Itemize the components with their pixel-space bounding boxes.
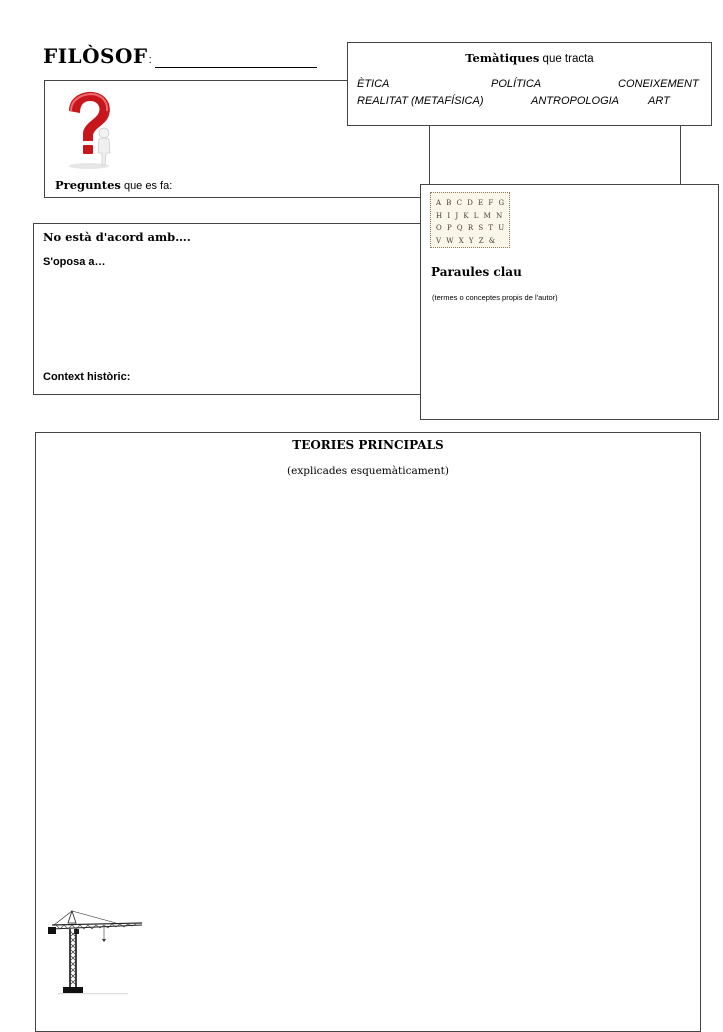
topic-etica: ÈTICA (357, 78, 390, 90)
topic-politica: POLÍTICA (491, 78, 542, 90)
topic-antropologia: ANTROPOLOGIA (531, 95, 620, 107)
keywords-box (420, 184, 719, 420)
topic-art: ART (648, 95, 670, 107)
alphabet-row: V W X Y Z & (436, 236, 497, 245)
theories-box (35, 432, 701, 1032)
topics-heading (348, 51, 711, 65)
philosopher-name-blank[interactable] (155, 49, 317, 68)
topic-coneixement: CONEIXEMENT (618, 78, 699, 90)
opposes-label: S'oposa a… (43, 256, 106, 268)
questions-label-bold: Preguntes (55, 178, 121, 192)
construction-crane-icon (46, 909, 146, 997)
theories-title: TEORIES PRINCIPALS (292, 438, 444, 452)
questions-label (55, 178, 172, 192)
historical-context-label: Context històric: (43, 371, 131, 383)
worksheet-title (43, 44, 317, 68)
disagrees-with-label: No està d'acord amb…. (43, 230, 191, 244)
alphabet-row: H I J K L M N (436, 211, 504, 220)
topics-heading-bold: Temàtiques (465, 51, 540, 65)
alphabet-chart-icon (430, 192, 510, 248)
question-mark-figure-icon (59, 89, 117, 169)
keywords-note: (termes o conceptes propis de l'autor) (432, 293, 558, 302)
title-text: FILÒSOF (43, 44, 148, 68)
topics-heading-rest: que tracta (539, 53, 594, 65)
keywords-title: Paraules clau (431, 265, 522, 279)
alphabet-row: A B C D E F G (436, 199, 506, 207)
agreement-box (33, 223, 430, 395)
questions-label-rest: que es fa: (120, 180, 173, 192)
topics-box (347, 42, 712, 126)
title-colon: : (148, 54, 152, 66)
connector-line (680, 126, 681, 184)
alphabet-row: O P Q R S T U (436, 224, 506, 232)
theories-subtitle: (explicades esquemàticament) (287, 465, 449, 477)
topic-realitat: REALITAT (METAFÍSICA) (357, 95, 484, 107)
